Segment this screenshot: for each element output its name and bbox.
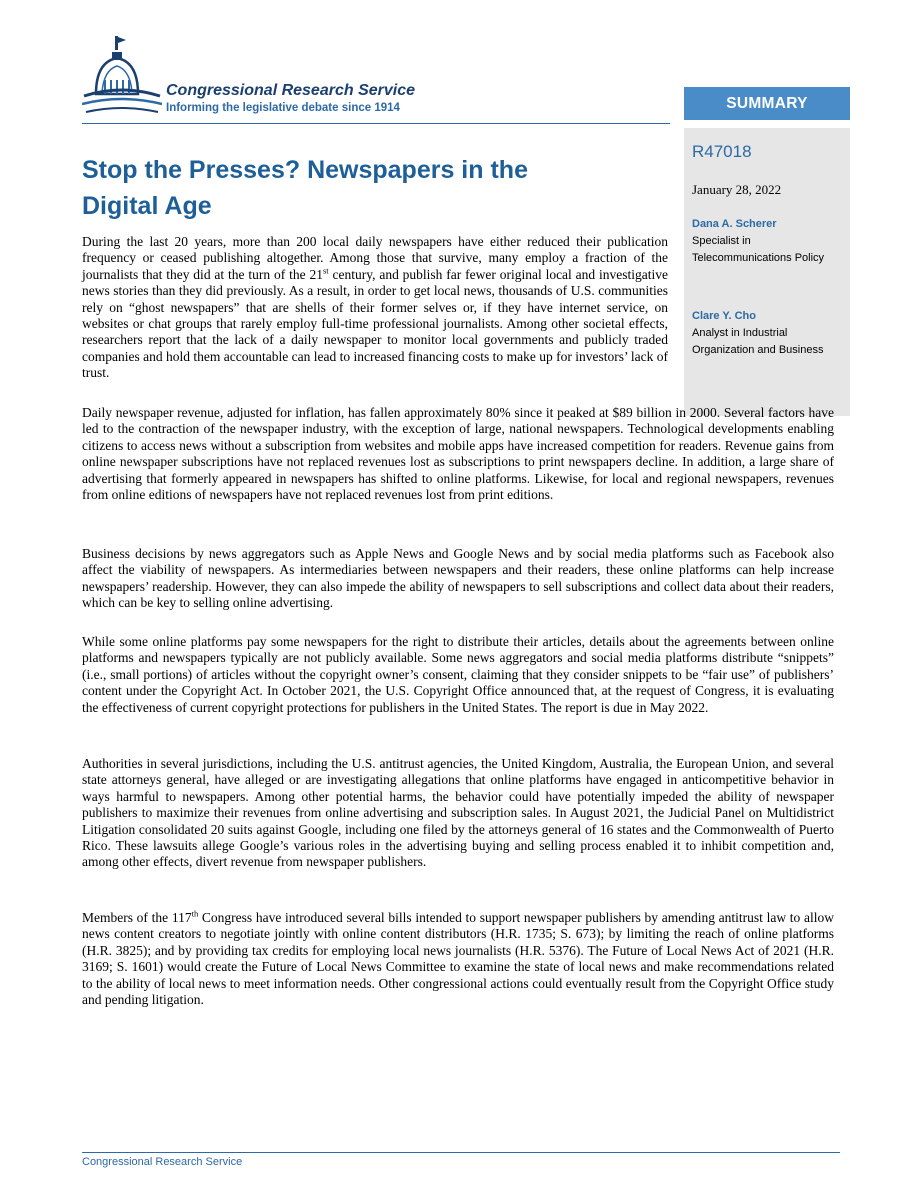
author-name: Dana A. Scherer [692, 218, 777, 230]
report-date: January 28, 2022 [692, 182, 782, 197]
report-title: Stop the Presses? Newspapers in the Digital Age [82, 156, 528, 220]
org-name: Congressional Research Service [166, 82, 416, 99]
body-paragraph: Members of the 117th Congress have introduced several bills intended to support newspaper publishers by amending antitrust law to allow news content creators to negotiate jointly with online content distributors (H.R. 1735; S. 673); by limiting the reach of online platforms (H.R. 3825); and by providing tax credits for employing local news journalists (H.R. 5376). The Future of Local News Act of 2021 (H.R. 3169; S. 1601) would create the Future of Local News Committee to examine the state of local news and make recommendations related to the ability of local news to meet information needs. Other congressional actions could eventually result from the Copyright Office study and pending litigation. [82, 908, 834, 1008]
summary-sidebar [684, 128, 850, 416]
crs-logo [82, 34, 467, 124]
header-divider [82, 123, 670, 124]
footer-org-name: Congressional Research Service [82, 1156, 243, 1168]
body-paragraph: During the last 20 years, more than 200 local daily newspapers have either reduced their publication frequency or ceased publishing altogether. Among those that survive, many employ a fraction of the journalists that they did at the turn of the 21st century, and publish far fewer original local and investigative news stories than they did previously. As a result, in order to get local news, thousands of U.S. communities rely on “ghost newspapers” that are shells of their former selves or, if they have internet service, on websites or chat groups that rarely employ full-time professional journalists. Among other societal effects, researchers report that the lack of a daily newspaper to monitor local governments and publicly traded companies and hold them accountable can lead to increased financing costs to make up for investors’ lack of trust. [82, 234, 668, 381]
author-title: Specialist in Telecommunications Policy [692, 235, 825, 264]
author-name: Clare Y. Cho [692, 310, 756, 322]
capitol-dome-icon [82, 34, 162, 124]
body-paragraph: While some online platforms pay some newspapers for the right to distribute their articles, details about the agreements between online platforms and newspapers typically are not publicly available. Some news aggregators and social media platforms distribute “snippets” (i.e., small portions) of articles without the copyright owner’s consent, claiming that they consider snippets to be “fair use” of publishers’ content under the Copyright Act. In October 2021, the U.S. Copyright Office announced that, at the request of Congress, it is evaluating the effectiveness of current copyright protections for publishers in the United States. The report is due in May 2022. [82, 634, 834, 715]
body-paragraph: Business decisions by news aggregators such as Apple News and Google News and by social media platforms such as Facebook also affect the viability of newspapers. As intermediaries between newspapers and their readers, these online platforms can help increase newspapers’ readership. However, they can also impede the ability of newspapers to sell subscriptions and collect data about their readers, which can be key to selling online advertising. [82, 546, 834, 611]
body-paragraph: Authorities in several jurisdictions, including the U.S. antitrust agencies, the United Kingdom, Australia, the European Union, and several state attorneys general, have alleged or are investigating allegations that online platforms have engaged in anticompetitive behavior in ways harmful to newspapers. Among other potential harms, the behavior could have potentially impeded the ability of newspaper publishers to maximize their revenues from online advertising and subscription sales. In August 2021, the Judicial Panel on Multidistrict Litigation consolidated 20 suits against Google, including one filed by the attorneys general of 16 states and the Commonwealth of Puerto Rico. These lawsuits allege Google’s various roles in the advertising buying and selling process enabled it to inhibit competition and, among other effects, divert revenue from newspaper publishers. [82, 756, 834, 870]
org-tagline: Informing the legislative debate since 1914 [166, 102, 400, 114]
summary-header: SUMMARY [684, 87, 850, 120]
author-title: Analyst in Industrial Organization and Business [692, 327, 824, 356]
footer-divider [82, 1152, 840, 1153]
report-number: R47018 [692, 142, 752, 161]
body-paragraph: Daily newspaper revenue, adjusted for inflation, has fallen approximately 80% since it peaked at $89 billion in 2000. Several factors have led to the contraction of the newspaper industry, with the exception of large, national newspapers. Technological developments enabling citizens to access news without a subscription from websites and mobile apps have increased competition for readers. Revenue gains from online newspaper subscriptions have not replaced revenues lost as subscriptions to print newspapers decline. In addition, a large share of advertising that formerly appeared in newspapers has shifted to online platforms. Likewise, for local and regional newspapers, revenues from online editions of newspapers have not replaced revenues lost from print editions. [82, 405, 834, 503]
